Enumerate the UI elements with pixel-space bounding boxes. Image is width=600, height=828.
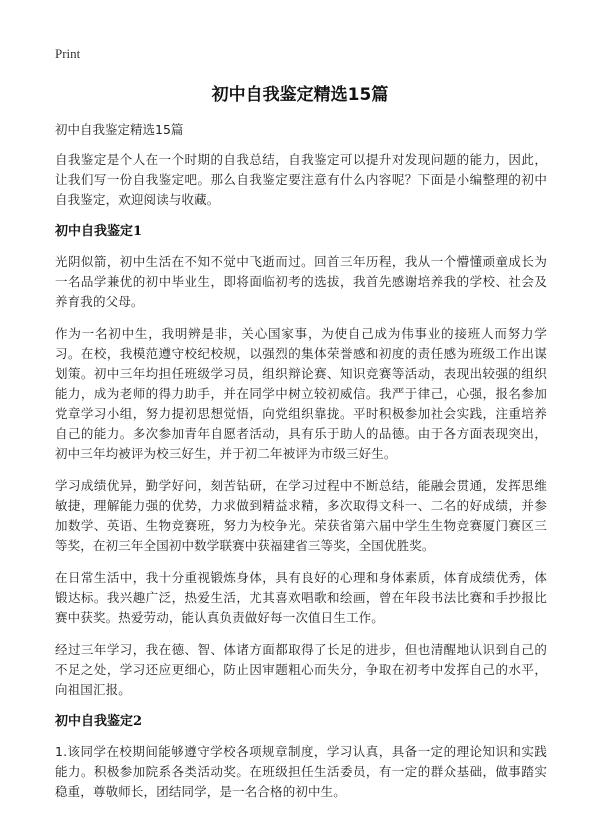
section-heading-2: 初中自我鉴定2 <box>55 714 143 729</box>
intro-paragraph: 自我鉴定是个人在一个时期的自我总结，自我鉴定可以提升对发现问题的能力，因此，让我们写一份自我鉴定吧。那么自我鉴定要注意有什么内容呢？下面是小编整理的初中自我鉴定，欢迎阅读与收藏。 <box>55 152 547 207</box>
section-heading-1: 初中自我鉴定1 <box>55 224 143 239</box>
section-1-paragraph-3: 学习成绩优异，勤学好问，刻苦钻研，在学习过程中不断总结，能融会贯通，发挥思维敏捷，理解能力强的优势，力求做到精益求精，多次取得文科一、二名的好成绩，并参加数学、英语、生物竞赛班，努力为校争光。荣获省第六届中学生生物竞赛厦门赛区三等奖，在初三年全国初中数学联赛中获福建省三等奖，全国优胜奖。 <box>55 478 547 553</box>
document-title: 初中自我鉴定精选15篇 <box>211 85 389 105</box>
document-body <box>55 150 547 814</box>
section-1-paragraph-4: 在日常生活中，我十分重视锻炼身体，具有良好的心理和身体素质，体育成绩优秀，体锻达标。我兴趣广泛，热爱生活，尤其喜欢唱歌和绘画，曾在年段书法比赛和手抄报比赛中获奖。热爱劳动，能认真负责做好每一次值日生工作。 <box>55 570 547 625</box>
section-1-paragraph-1: 光阴似箭，初中生活在不知不觉中飞逝而过。回首三年历程，我从一个懵懂顽童成长为一名品学兼优的初中毕业生，即将面临初考的选拔，我首先感谢培养我的学校、社会及养育我的父母。 <box>55 254 547 309</box>
section-1-paragraph-5: 经过三年学习，我在德、智、体诸方面都取得了长足的进步，但也清醒地认识到自己的不足之处，学习还应更细心，防止因审题粗心而失分，争取在初考中发挥自己的水平，向祖国汇报。 <box>55 642 547 697</box>
print-link[interactable]: Print <box>55 46 81 61</box>
section-2-paragraph-1: 1.该同学在校期间能够遵守学校各项规章制度，学习认真，具备一定的理论知识和实践能力。积极参加院系各类活动奖。在班级担任生活委员，有一定的群众基础，做事踏实稳重，尊敬师长，团结同学，是一名合格的初中生。 <box>55 744 547 799</box>
section-1-paragraph-2: 作为一名初中生，我明辨是非，关心国家事，为使自己成为伟事业的接班人而努力学习。在校，我模范遵守校纪校规，以强烈的集体荣誉感和初度的责任感为班级工作出谋划策。初中三年均担任班级学习员，组织辩论赛、知识竞赛等活动，表现出较强的组织能力，成为老师的得力助手，并在同学中树立较初威信。我严于律己，心强，报名参加党章学习小组，努力提初思想觉悟，向党组织靠拢。平时积极参加社会实践，注重培养自己的能力。多次参加青年自愿者活动，具有乐于助人的品德。由于各方面表现突出，初中三年均被评为校三好生，并于初二年被评为市级三好生。 <box>55 326 547 461</box>
document-subtitle: 初中自我鉴定精选15篇 <box>55 122 184 137</box>
